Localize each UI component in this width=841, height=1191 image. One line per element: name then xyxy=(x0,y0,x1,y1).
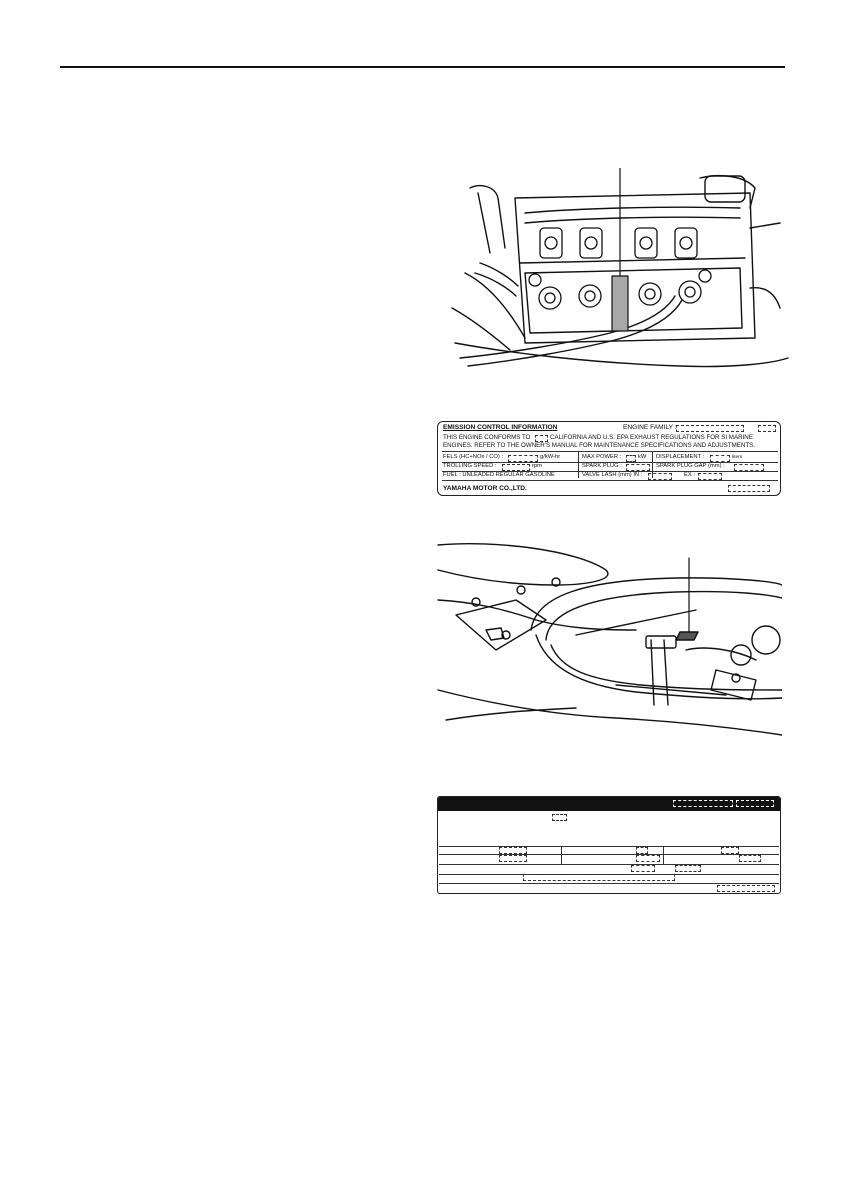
row2-field-b xyxy=(636,855,660,862)
max-power-field xyxy=(626,455,636,462)
engine-family-field xyxy=(676,425,744,432)
row1-field-b xyxy=(636,847,648,854)
valve-lash-ex-field xyxy=(698,473,722,480)
header-field-right xyxy=(736,800,774,807)
ex-label: EX : xyxy=(684,472,695,478)
max-power-unit: kW xyxy=(638,454,647,460)
displacement-field xyxy=(710,455,730,462)
bottom-code-field xyxy=(717,885,775,892)
conforms-line-end: CALIFORNIA AND U.S. EPA EXHAUST REGULATIONS FOR SI MARINE xyxy=(550,434,753,441)
hull-illustration xyxy=(436,540,782,740)
trolling-unit: rpm xyxy=(532,463,542,469)
row1-field-c xyxy=(721,847,739,854)
valve-lash-label: VALVE LASH (mm) IN : xyxy=(582,472,643,478)
emission-control-label xyxy=(437,421,781,496)
fels-label: FELS (HC+NOx / CO) : xyxy=(443,454,504,460)
engine-family-label: ENGINE FAMILY : xyxy=(623,424,677,431)
maker-name: YAMAHA MOTOR CO.,LTD. xyxy=(443,485,527,492)
spark-plug-gap-label: SPARK PLUG GAP (mm) : xyxy=(656,463,725,469)
valve-lash-in-field xyxy=(648,473,672,480)
spark-plug-field xyxy=(626,464,650,471)
refer-line: ENGINES. REFER TO THE OWNER'S MANUAL FOR MAINTENANCE SPECIFICATIONS AND ADJUSTMENTS. xyxy=(443,442,755,449)
year-field xyxy=(552,814,567,821)
row3-field-b xyxy=(675,865,701,872)
displacement-label: DISPLACEMENT : xyxy=(656,454,705,460)
conforms-year-field xyxy=(535,435,548,442)
row1-field-a xyxy=(499,847,527,854)
header-field-left xyxy=(673,800,733,807)
row2-field-c xyxy=(739,855,761,862)
fels-field xyxy=(508,455,538,462)
spark-plug-gap-field xyxy=(734,464,764,471)
max-power-label: MAX POWER : xyxy=(582,454,622,460)
row2-field-a xyxy=(499,855,527,862)
conforms-line-start: THIS ENGINE CONFORMS TO xyxy=(443,434,531,441)
trolling-speed-label: TROLLING SPEED : xyxy=(443,463,497,469)
header-rule xyxy=(60,66,785,68)
fuel-label: FUEL : UNLEADED REGULAR GASOLINE xyxy=(443,472,555,478)
blank-label-template xyxy=(437,796,781,894)
trolling-speed-field xyxy=(502,464,530,471)
emission-heading: EMISSION CONTROL INFORMATION xyxy=(443,424,558,431)
model-code-field xyxy=(758,425,776,432)
spark-plug-label: SPARK PLUG : xyxy=(582,463,622,469)
engine-illustration xyxy=(450,168,790,373)
row3-field-a xyxy=(631,865,655,872)
displacement-unit: liters xyxy=(732,455,743,460)
label-code-field xyxy=(728,485,770,492)
fels-unit: g/kW-hr xyxy=(540,454,561,460)
row4-field xyxy=(523,874,675,881)
